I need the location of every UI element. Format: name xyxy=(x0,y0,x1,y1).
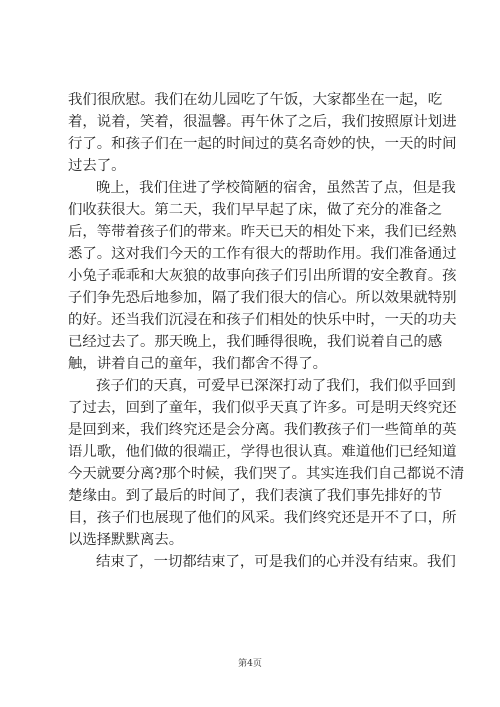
text-line: 悉了。这对我们今天的工作有很大的帮助作用。我们准备通过 xyxy=(68,246,457,262)
text-line: 了过去，回到了童年，我们似乎天真了许多。可是明天终究还 xyxy=(68,400,457,416)
page-number: 第4页 xyxy=(238,659,262,669)
text-line: 过去了。 xyxy=(68,158,126,174)
text-line: 我们很欣慰。我们在幼儿园吃了午饭，大家都坐在一起，吃 xyxy=(68,92,443,108)
text-line: 楚缘由。到了最后的时间了，我们表演了我们事先排好的节 xyxy=(68,488,443,504)
body-text xyxy=(68,89,465,573)
text-line: 今天就要分离?那个时候，我们哭了。其实连我们自己都说不清 xyxy=(68,466,465,482)
text-line: 后，等带着孩子们的带来。昨天已天的相处下来，我们已经熟 xyxy=(68,224,457,240)
paragraph xyxy=(68,177,457,375)
text-line: 以选择默默离去。 xyxy=(68,532,184,548)
text-line: 触，讲着自己的童年，我们都舍不得了。 xyxy=(68,356,328,372)
text-line: 孩子们的天真，可爱早已深深打动了我们，我们似乎回到 xyxy=(96,378,456,394)
text-line: 结束了，一切都结束了，可是我们的心并没有结束。我们 xyxy=(96,554,456,570)
text-line: 子们争先恐后地参加，隔了我们很大的信心。所以效果就特别 xyxy=(68,290,457,306)
text-line: 的好。还当我们沉浸在和孩子们相处的快乐中时，一天的功夫 xyxy=(68,312,457,328)
text-line: 小兔子乖乖和大灰狼的故事向孩子们引出所谓的安全教育。孩 xyxy=(68,268,457,284)
paragraph xyxy=(68,89,457,177)
text-line: 晚上，我们住进了学校简陋的宿舍，虽然苦了点，但是我 xyxy=(96,180,456,196)
paragraph xyxy=(68,551,456,573)
text-line: 行了。和孩子们在一起的时间过的莫名奇妙的快，一天的时间 xyxy=(68,136,457,152)
text-line: 已经过去了。那天晚上，我们睡得很晚，我们说着自己的感 xyxy=(68,334,443,350)
text-line: 是回到来，我们终究还是会分离。我们教孩子们一些简单的英 xyxy=(68,422,457,438)
paragraph xyxy=(68,375,465,551)
text-line: 着，说着，笑着，很温馨。再午休了之后，我们按照原计划进 xyxy=(68,114,457,130)
text-line: 目，孩子们也展现了他们的风采。我们终究还是开不了口，所 xyxy=(68,510,457,526)
text-line: 语儿歌，他们做的很端正，学得也很认真。难道他们已经知道 xyxy=(68,444,457,460)
text-line: 们收获很大。第二天，我们早早起了床，做了充分的准备之 xyxy=(68,202,443,218)
